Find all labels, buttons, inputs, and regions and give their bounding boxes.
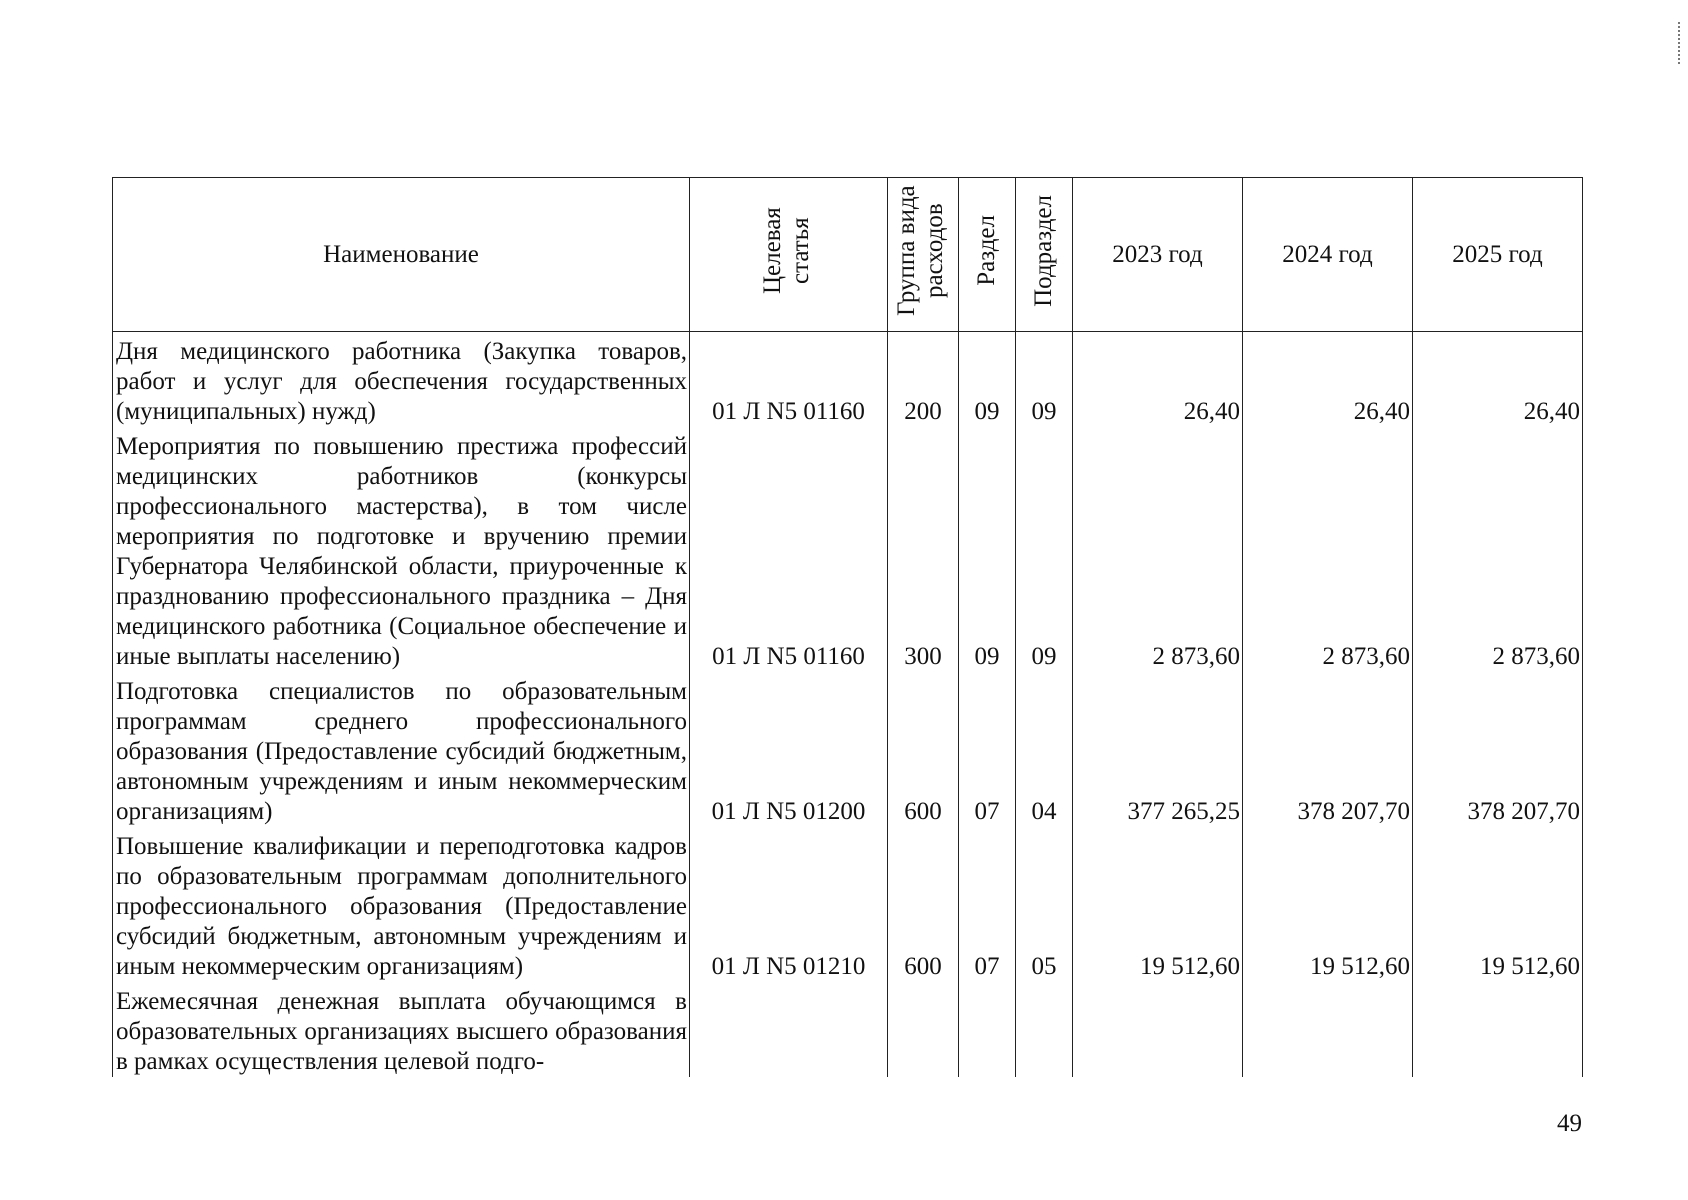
row-value-2023: 377 265,25 (1073, 672, 1243, 827)
row-target-article: 01 Л N5 01200 (690, 672, 888, 827)
header-expense-group: Группа вида расходов (888, 178, 959, 332)
header-section: Раздел (959, 178, 1016, 332)
row-name: Ежемесячная денежная выплата обучающимся в образовательных организациях высшего образования в рамках осуществления целевой подго- (113, 982, 690, 1077)
scan-margin-mark (1678, 22, 1682, 64)
row-section (959, 982, 1016, 1077)
row-expense-group (888, 982, 959, 1077)
row-name: Дня медицинского работника (Закупка товаров, работ и услуг для обеспечения государственных (муниципальных) нужд) (113, 332, 690, 428)
row-value-2025 (1413, 982, 1583, 1077)
table-row (113, 427, 1583, 672)
row-target-article: 01 Л N5 01160 (690, 332, 888, 428)
row-value-2025: 26,40 (1413, 332, 1583, 428)
row-name: Повышение квалификации и переподготовка кадров по образовательным программам дополнительного профессионального образования (Предоставление субсидий бюджетным, автономным учреждениям и иным некоммерческим организациям) (113, 827, 690, 982)
page-number: 49 (1557, 1110, 1582, 1137)
row-subsection: 05 (1016, 827, 1073, 982)
row-section: 09 (959, 332, 1016, 428)
row-value-2024: 378 207,70 (1243, 672, 1413, 827)
header-name: Наименование (113, 178, 690, 332)
header-target-article: Целевая статья (690, 178, 888, 332)
row-target-article (690, 982, 888, 1077)
row-value-2023: 19 512,60 (1073, 827, 1243, 982)
table-row (113, 332, 1583, 428)
table-header-row (113, 178, 1583, 332)
header-subsection: Подраздел (1016, 178, 1073, 332)
row-name: Подготовка специалистов по образовательным программам среднего профессионального образования (Предоставление субсидий бюджетным, автономным учреждениям и иным некоммерческим организациям) (113, 672, 690, 827)
row-value-2023: 2 873,60 (1073, 427, 1243, 672)
row-section: 09 (959, 427, 1016, 672)
row-target-article: 01 Л N5 01160 (690, 427, 888, 672)
row-value-2024: 26,40 (1243, 332, 1413, 428)
row-expense-group: 600 (888, 827, 959, 982)
row-subsection: 04 (1016, 672, 1073, 827)
table-row (113, 982, 1583, 1077)
row-value-2024: 2 873,60 (1243, 427, 1413, 672)
row-name: Мероприятия по повышению престижа профессий медицинских работников (конкурсы профессионального мастерства), в том числе мероприятия по подготовке и вручению премии Губернатора Челябинской области, приуроченные к празднованию профессионального праздника – Дня медицинского работника (Социальное обеспечение и иные выплаты населению) (113, 427, 690, 672)
table-row (113, 827, 1583, 982)
row-value-2025: 378 207,70 (1413, 672, 1583, 827)
header-year-2023: 2023 год (1073, 178, 1243, 332)
row-subsection: 09 (1016, 427, 1073, 672)
row-value-2025: 2 873,60 (1413, 427, 1583, 672)
row-expense-group: 600 (888, 672, 959, 827)
row-target-article: 01 Л N5 01210 (690, 827, 888, 982)
row-section: 07 (959, 672, 1016, 827)
row-subsection (1016, 982, 1073, 1077)
row-expense-group: 200 (888, 332, 959, 428)
row-subsection: 09 (1016, 332, 1073, 428)
budget-table (112, 177, 1583, 1077)
row-value-2024: 19 512,60 (1243, 827, 1413, 982)
table-row (113, 672, 1583, 827)
header-year-2024: 2024 год (1243, 178, 1413, 332)
row-value-2025: 19 512,60 (1413, 827, 1583, 982)
row-expense-group: 300 (888, 427, 959, 672)
row-value-2024 (1243, 982, 1413, 1077)
header-year-2025: 2025 год (1413, 178, 1583, 332)
row-value-2023 (1073, 982, 1243, 1077)
row-value-2023: 26,40 (1073, 332, 1243, 428)
row-section: 07 (959, 827, 1016, 982)
